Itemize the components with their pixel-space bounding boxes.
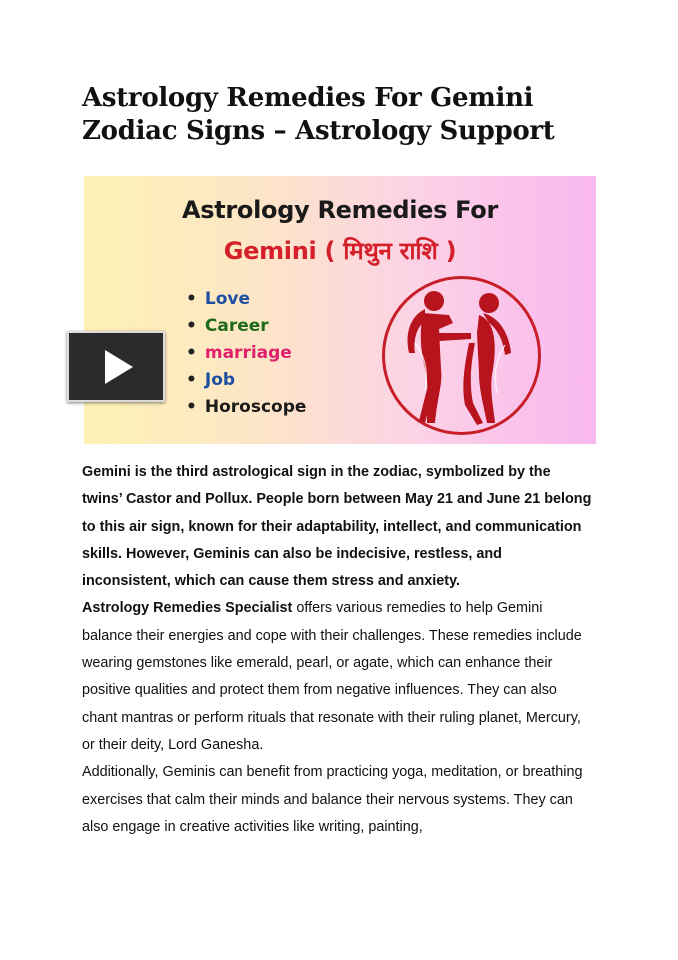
banner-topic-label: Job: [204, 370, 236, 390]
banner-topic-label: Horoscope: [204, 397, 307, 417]
banner-topic-item: • Horoscope: [186, 397, 307, 417]
banner-topic-label: marriage: [204, 343, 292, 363]
banner-topic-item: • Job: [186, 370, 236, 390]
specialist-link[interactable]: Astrology Remedies Specialist: [82, 600, 293, 617]
play-button[interactable]: [67, 331, 165, 402]
gemini-twins-icon: [379, 273, 544, 438]
banner-topic-item: • Career: [186, 316, 269, 336]
banner-subheading: Gemini ( मिथुन राशि ): [223, 237, 457, 265]
banner-topic-label: Love: [204, 289, 250, 309]
intro-paragraph: Gemini is the third astrological sign in the zodiac, symbolized by the twins’ Castor and Pollux. People born between May 21 and June 21 belong to this air sign, known for their adaptability, intellect, and communication skills. However, Geminis can also be indecisive, restless, and inconsistent, which can cause them stress and anxiety.: [82, 464, 592, 590]
page-title: Astrology Remedies For Gemini Zodiac Signs – Astrology Support: [82, 83, 555, 146]
banner-topic-list: [186, 286, 306, 421]
play-icon: [69, 333, 163, 400]
banner-topic-item: • Love: [186, 289, 250, 309]
article-body: [82, 459, 594, 841]
banner-topic-label: Career: [204, 316, 269, 336]
banner-topic-item: • marriage: [186, 343, 292, 363]
banner-heading: Astrology Remedies For: [181, 196, 499, 224]
additional-paragraph: Additionally, Geminis can benefit from practicing yoga, meditation, or breathing exercises that calm their minds and balance their nervous systems. They can also engage in creative activities like writing, painting,: [82, 764, 583, 835]
gemini-banner-image: [84, 176, 596, 444]
remedies-text: offers various remedies to help Gemini balance their energies and cope with their challenges. These remedies include wearing gemstones like emerald, pearl, or agate, which can enhance their positive qualities and protect them from negative influences. They can also chant mantras or perform rituals that resonate with their ruling planet, Mercury, or their deity, Lord Ganesha.: [82, 600, 582, 753]
remedies-paragraph: [82, 595, 594, 759]
